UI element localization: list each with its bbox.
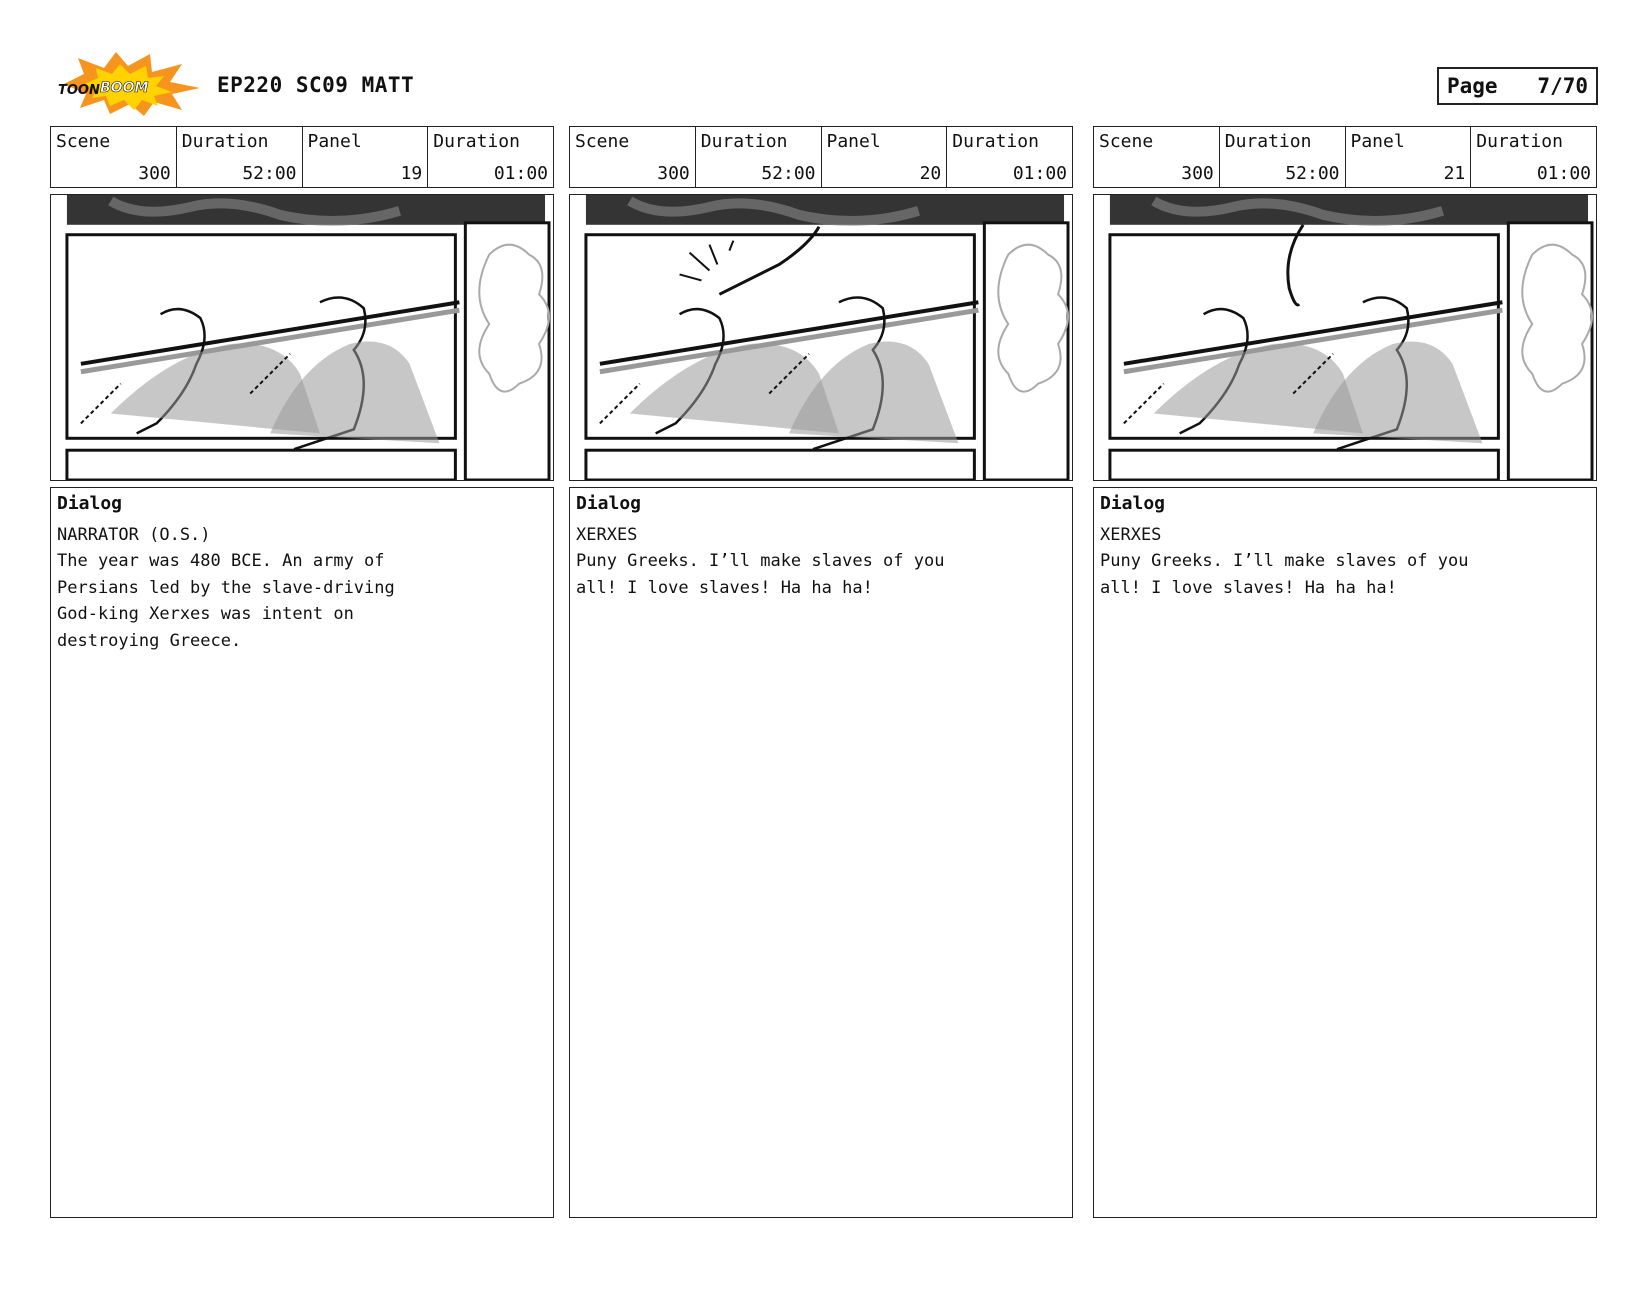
panel-cell bbox=[303, 127, 429, 187]
storyboard-sketch-whip-crack-icon bbox=[570, 195, 1072, 480]
dialog-line: Puny Greeks. I’ll make slaves of you bbox=[1100, 551, 1469, 571]
dialog-line: Persians led by the slave-driving bbox=[57, 577, 395, 598]
panel-duration-label: Duration bbox=[1476, 131, 1563, 152]
panel-duration-value: 01:00 bbox=[1012, 163, 1067, 184]
svg-text:TOON: TOON bbox=[58, 83, 100, 98]
scene-cell bbox=[1094, 127, 1220, 187]
scene-cell bbox=[570, 127, 696, 187]
panel-cell bbox=[822, 127, 948, 187]
scene-duration-cell bbox=[696, 127, 822, 187]
page-number-box bbox=[1437, 67, 1598, 105]
scene-duration-cell bbox=[1220, 127, 1346, 187]
dialog-line: destroying Greece. bbox=[57, 630, 242, 651]
dialog-line: all! I love slaves! Ha ha ha! bbox=[1100, 577, 1397, 598]
scene-label: Scene bbox=[56, 131, 111, 152]
panel-label: Panel bbox=[826, 131, 881, 152]
scene-duration-value: 52:00 bbox=[242, 163, 297, 184]
storyboard-sketch-icon bbox=[51, 195, 553, 480]
panel-label: Panel bbox=[307, 131, 362, 152]
panel-value: 20 bbox=[919, 163, 942, 184]
panel-duration-label: Duration bbox=[952, 131, 1039, 152]
panel-duration-cell bbox=[1471, 127, 1596, 187]
storyboard-sketch-frame bbox=[569, 194, 1073, 481]
scene-duration-label: Duration bbox=[1224, 131, 1312, 152]
storyboard-sketch-whip-icon bbox=[1094, 195, 1596, 480]
dialog-label: Dialog bbox=[57, 493, 123, 514]
scene-duration-value: 52:00 bbox=[1285, 163, 1340, 184]
panel-duration-cell bbox=[947, 127, 1072, 187]
dialog-line: God-king Xerxes was intent on bbox=[57, 604, 354, 624]
scene-cell bbox=[51, 127, 177, 187]
storyboard-sketch-frame bbox=[1093, 194, 1597, 481]
panel-info-row bbox=[1093, 126, 1597, 188]
scene-duration-value: 52:00 bbox=[761, 163, 816, 184]
page-number: 7/70 bbox=[1537, 74, 1588, 98]
dialog-box bbox=[50, 487, 554, 1218]
panel-duration-label: Duration bbox=[433, 131, 520, 152]
dialog-speaker: XERXES bbox=[576, 525, 638, 545]
scene-duration-label: Duration bbox=[181, 131, 269, 152]
storyboard-panel-2 bbox=[569, 126, 1073, 1218]
scene-value: 300 bbox=[1181, 163, 1214, 184]
dialog-box bbox=[569, 487, 1073, 1218]
panel-duration-cell bbox=[428, 127, 553, 187]
storyboard-sketch-frame bbox=[50, 194, 554, 481]
scene-value: 300 bbox=[138, 163, 171, 184]
dialog-box bbox=[1093, 487, 1597, 1218]
panel-value: 21 bbox=[1443, 163, 1466, 184]
dialog-line: The year was 480 BCE. An army of bbox=[57, 551, 385, 571]
scene-label: Scene bbox=[1099, 131, 1154, 152]
storyboard-panel-1 bbox=[50, 126, 554, 1218]
scene-value: 300 bbox=[657, 163, 690, 184]
dialog-line: Puny Greeks. I’ll make slaves of you bbox=[576, 551, 945, 571]
panel-label: Panel bbox=[1350, 131, 1405, 152]
scene-duration-cell bbox=[177, 127, 303, 187]
panel-cell bbox=[1346, 127, 1472, 187]
panel-duration-value: 01:00 bbox=[1536, 163, 1591, 184]
dialog-line: all! I love slaves! Ha ha ha! bbox=[576, 577, 873, 598]
panel-value: 19 bbox=[400, 163, 423, 184]
page-label: Page bbox=[1447, 74, 1498, 98]
dialog-label: Dialog bbox=[576, 493, 642, 514]
storyboard-panel-3 bbox=[1093, 126, 1597, 1218]
panel-info-row bbox=[569, 126, 1073, 188]
panel-info-row bbox=[50, 126, 554, 188]
dialog-label: Dialog bbox=[1100, 493, 1166, 514]
dialog-speaker: NARRATOR (O.S.) bbox=[57, 525, 211, 545]
page-title: EP220 SC09 MATT bbox=[217, 73, 415, 97]
svg-text:BOOM: BOOM bbox=[100, 80, 149, 96]
scene-label: Scene bbox=[575, 131, 630, 152]
scene-duration-label: Duration bbox=[700, 131, 788, 152]
dialog-speaker: XERXES bbox=[1100, 525, 1162, 545]
toonboom-logo bbox=[54, 52, 200, 116]
panel-duration-value: 01:00 bbox=[493, 163, 548, 184]
